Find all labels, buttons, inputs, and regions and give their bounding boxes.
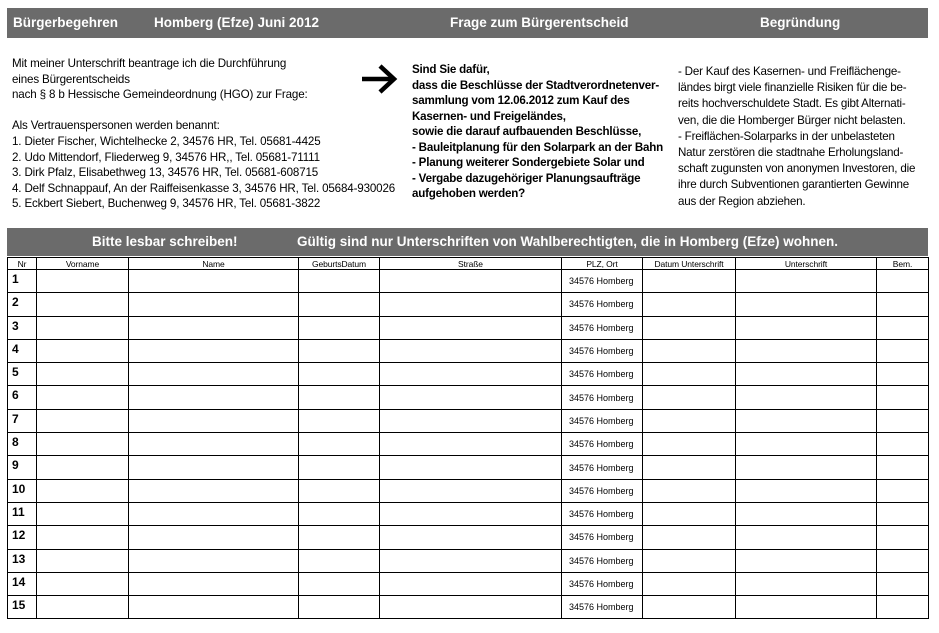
name-cell[interactable] bbox=[129, 270, 299, 293]
strasse-cell[interactable] bbox=[380, 316, 562, 339]
column-header-datum-unterschrift: Datum Unterschrift bbox=[643, 258, 736, 270]
vorname-cell[interactable] bbox=[37, 456, 129, 479]
bemerkung-cell[interactable] bbox=[877, 596, 929, 619]
geburtsdatum-cell[interactable] bbox=[299, 293, 380, 316]
unterschrift-cell[interactable] bbox=[736, 293, 877, 316]
unterschrift-cell[interactable] bbox=[736, 572, 877, 595]
datum-unterschrift-cell[interactable] bbox=[643, 433, 736, 456]
reason-line: - Der Kauf des Kasernen- und Freiflächenge- bbox=[678, 65, 901, 78]
unterschrift-cell[interactable] bbox=[736, 270, 877, 293]
bemerkung-cell[interactable] bbox=[877, 549, 929, 572]
strasse-cell[interactable] bbox=[380, 409, 562, 432]
plz-ort-cell: 34576 Homberg bbox=[562, 479, 643, 502]
intro-line: nach § 8 b Hessische Gemeindeordnung (HGO) zur Frage: bbox=[12, 88, 308, 102]
validity-note: Gültig sind nur Unterschriften von Wahlberechtigten, die in Homberg (Efze) wohnen. bbox=[297, 234, 839, 249]
datum-unterschrift-cell[interactable] bbox=[643, 596, 736, 619]
row-number: 11 bbox=[8, 502, 37, 525]
strasse-cell[interactable] bbox=[380, 596, 562, 619]
plz-ort-cell: 34576 Homberg bbox=[562, 572, 643, 595]
question-line: - Planung weiterer Sondergebiete Solar und bbox=[412, 156, 645, 169]
datum-unterschrift-cell[interactable] bbox=[643, 409, 736, 432]
geburtsdatum-cell[interactable] bbox=[299, 549, 380, 572]
unterschrift-cell[interactable] bbox=[736, 502, 877, 525]
question-line: aufgehoben werden? bbox=[412, 187, 525, 200]
table-row bbox=[8, 386, 929, 409]
datum-unterschrift-cell[interactable] bbox=[643, 502, 736, 525]
datum-unterschrift-cell[interactable] bbox=[643, 479, 736, 502]
unterschrift-cell[interactable] bbox=[736, 526, 877, 549]
bemerkung-cell[interactable] bbox=[877, 526, 929, 549]
geburtsdatum-cell[interactable] bbox=[299, 502, 380, 525]
table-row bbox=[8, 596, 929, 619]
header-place-date: Homberg (Efze) Juni 2012 bbox=[154, 15, 320, 30]
strasse-cell[interactable] bbox=[380, 339, 562, 362]
header-reason-title: Begründung bbox=[760, 15, 841, 30]
strasse-cell[interactable] bbox=[380, 479, 562, 502]
geburtsdatum-cell[interactable] bbox=[299, 433, 380, 456]
question-line: sowie die darauf aufbauenden Beschlüsse, bbox=[412, 125, 642, 138]
plz-ort-cell: 34576 Homberg bbox=[562, 363, 643, 386]
strasse-cell[interactable] bbox=[380, 386, 562, 409]
vorname-cell[interactable] bbox=[37, 409, 129, 432]
datum-unterschrift-cell[interactable] bbox=[643, 293, 736, 316]
reason-line: aus der Region abziehen. bbox=[678, 194, 806, 208]
vorname-cell[interactable] bbox=[37, 526, 129, 549]
unterschrift-cell[interactable] bbox=[736, 386, 877, 409]
question-line: Sind Sie dafür, bbox=[412, 63, 490, 76]
row-number: 8 bbox=[8, 433, 37, 456]
column-header-plz-ort: PLZ, Ort bbox=[562, 258, 643, 270]
datum-unterschrift-cell[interactable] bbox=[643, 526, 736, 549]
spacer bbox=[12, 103, 392, 119]
table-header-row bbox=[8, 258, 929, 270]
vorname-cell[interactable] bbox=[37, 339, 129, 362]
strasse-cell[interactable] bbox=[380, 572, 562, 595]
plz-ort-cell: 34576 Homberg bbox=[562, 456, 643, 479]
vorname-cell[interactable] bbox=[37, 549, 129, 572]
bemerkung-cell[interactable] bbox=[877, 270, 929, 293]
column-header-name: Name bbox=[129, 258, 299, 270]
table-row bbox=[8, 456, 929, 479]
geburtsdatum-cell[interactable] bbox=[299, 270, 380, 293]
table-row bbox=[8, 572, 929, 595]
name-cell[interactable] bbox=[129, 456, 299, 479]
vorname-cell[interactable] bbox=[37, 293, 129, 316]
unterschrift-cell[interactable] bbox=[736, 456, 877, 479]
name-cell[interactable] bbox=[129, 479, 299, 502]
plz-ort-cell: 34576 Homberg bbox=[562, 502, 643, 525]
column-header-bemerkung: Bem. bbox=[877, 258, 929, 270]
vorname-cell[interactable] bbox=[37, 433, 129, 456]
name-cell[interactable] bbox=[129, 316, 299, 339]
plz-ort-cell: 34576 Homberg bbox=[562, 293, 643, 316]
plz-ort-cell: 34576 Homberg bbox=[562, 526, 643, 549]
intro-text bbox=[12, 56, 396, 212]
strasse-cell[interactable] bbox=[380, 293, 562, 316]
trustees-heading: Als Vertrauenspersonen werden benannt: bbox=[12, 119, 220, 133]
datum-unterschrift-cell[interactable] bbox=[643, 572, 736, 595]
plz-ort-cell: 34576 Homberg bbox=[562, 596, 643, 619]
name-cell[interactable] bbox=[129, 363, 299, 386]
bemerkung-cell[interactable] bbox=[877, 339, 929, 362]
row-number: 14 bbox=[8, 572, 37, 595]
question-line: dass die Beschlüsse der Stadtverordnetenver- bbox=[412, 78, 660, 92]
geburtsdatum-cell[interactable] bbox=[299, 479, 380, 502]
header-title-buergerbegehren: Bürgerbegehren bbox=[13, 15, 119, 30]
table-row bbox=[8, 363, 929, 386]
reason-line: schaft zugunsten von anonymen Investoren, die bbox=[678, 162, 916, 176]
bemerkung-cell[interactable] bbox=[877, 479, 929, 502]
name-cell[interactable] bbox=[129, 572, 299, 595]
reason-line: ländes birgt viele finanzielle Risiken für die be- bbox=[678, 81, 907, 95]
name-cell[interactable] bbox=[129, 549, 299, 572]
table-row bbox=[8, 433, 929, 456]
trustee-item: 4. Delf Schnappauf, An der Raiffeisenkasse 3, 34576 HR, Tel. 05684-930026 bbox=[12, 181, 396, 195]
question-line: - Vergabe dazugehöriger Planungsaufträge bbox=[412, 171, 641, 185]
geburtsdatum-cell[interactable] bbox=[299, 526, 380, 549]
vorname-cell[interactable] bbox=[37, 363, 129, 386]
vorname-cell[interactable] bbox=[37, 270, 129, 293]
trustee-item: 2. Udo Mittendorf, Fliederweg 9, 34576 HR,, Tel. 05681-71111 bbox=[12, 150, 320, 164]
strasse-cell[interactable] bbox=[380, 433, 562, 456]
name-cell[interactable] bbox=[129, 502, 299, 525]
name-cell[interactable] bbox=[129, 293, 299, 316]
bemerkung-cell[interactable] bbox=[877, 502, 929, 525]
reason-text bbox=[678, 64, 923, 210]
column-header-nr: Nr bbox=[8, 258, 37, 270]
table-row bbox=[8, 293, 929, 316]
table-row bbox=[8, 549, 929, 572]
plz-ort-cell: 34576 Homberg bbox=[562, 433, 643, 456]
datum-unterschrift-cell[interactable] bbox=[643, 339, 736, 362]
geburtsdatum-cell[interactable] bbox=[299, 363, 380, 386]
reason-line: ihre durch Subventionen garantierten Gewinne bbox=[678, 178, 909, 192]
referendum-question bbox=[412, 62, 670, 202]
table-row bbox=[8, 270, 929, 293]
header-bar bbox=[7, 8, 928, 38]
unterschrift-cell[interactable] bbox=[736, 363, 877, 386]
plz-ort-cell: 34576 Homberg bbox=[562, 339, 643, 362]
datum-unterschrift-cell[interactable] bbox=[643, 316, 736, 339]
datum-unterschrift-cell[interactable] bbox=[643, 270, 736, 293]
row-number: 10 bbox=[8, 479, 37, 502]
row-number: 15 bbox=[8, 596, 37, 619]
bemerkung-cell[interactable] bbox=[877, 572, 929, 595]
unterschrift-cell[interactable] bbox=[736, 339, 877, 362]
trustee-item: 5. Eckbert Siebert, Buchenweg 9, 34576 HR, Tel. 05681-3822 bbox=[12, 197, 321, 211]
name-cell[interactable] bbox=[129, 386, 299, 409]
unterschrift-cell[interactable] bbox=[736, 433, 877, 456]
table-row bbox=[8, 316, 929, 339]
reason-line: ven, die die Homberger Bürger nicht belasten. bbox=[678, 113, 906, 127]
reason-line: Natur zerstören die stadtnahe Erholungsland- bbox=[678, 146, 904, 160]
bemerkung-cell[interactable] bbox=[877, 409, 929, 432]
unterschrift-cell[interactable] bbox=[736, 549, 877, 572]
vorname-cell[interactable] bbox=[37, 479, 129, 502]
row-number: 13 bbox=[8, 549, 37, 572]
vorname-cell[interactable] bbox=[37, 316, 129, 339]
reason-line: reits hochverschuldete Stadt. Es gibt Alternati- bbox=[678, 97, 906, 111]
trustee-item: 1. Dieter Fischer, Wichtelhecke 2, 34576 HR, Tel. 05681-4425 bbox=[12, 134, 321, 148]
row-number: 5 bbox=[8, 363, 37, 386]
signature-table bbox=[7, 257, 929, 619]
bemerkung-cell[interactable] bbox=[877, 386, 929, 409]
legibility-note: Bitte lesbar schreiben! bbox=[92, 234, 238, 249]
row-number: 4 bbox=[8, 339, 37, 362]
table-row bbox=[8, 339, 929, 362]
datum-unterschrift-cell[interactable] bbox=[643, 456, 736, 479]
unterschrift-cell[interactable] bbox=[736, 479, 877, 502]
header-question-title: Frage zum Bürgerentscheid bbox=[450, 15, 629, 30]
table-instruction-bar bbox=[7, 228, 928, 256]
strasse-cell[interactable] bbox=[380, 456, 562, 479]
table-row bbox=[8, 479, 929, 502]
bemerkung-cell[interactable] bbox=[877, 293, 929, 316]
right-arrow-icon bbox=[360, 62, 400, 96]
row-number: 1 bbox=[8, 270, 37, 293]
geburtsdatum-cell[interactable] bbox=[299, 386, 380, 409]
question-line: sammlung vom 12.06.2012 zum Kauf des bbox=[412, 94, 630, 107]
row-number: 12 bbox=[8, 526, 37, 549]
strasse-cell[interactable] bbox=[380, 549, 562, 572]
bemerkung-cell[interactable] bbox=[877, 316, 929, 339]
geburtsdatum-cell[interactable] bbox=[299, 456, 380, 479]
unterschrift-cell[interactable] bbox=[736, 596, 877, 619]
column-header-strasse: Straße bbox=[380, 258, 562, 270]
name-cell[interactable] bbox=[129, 526, 299, 549]
geburtsdatum-cell[interactable] bbox=[299, 316, 380, 339]
strasse-cell[interactable] bbox=[380, 270, 562, 293]
strasse-cell[interactable] bbox=[380, 363, 562, 386]
plz-ort-cell: 34576 Homberg bbox=[562, 409, 643, 432]
vorname-cell[interactable] bbox=[37, 572, 129, 595]
question-line: Kasernen- und Freigeländes, bbox=[412, 109, 566, 123]
datum-unterschrift-cell[interactable] bbox=[643, 549, 736, 572]
column-header-vorname: Vorname bbox=[37, 258, 129, 270]
intro-line: eines Bürgerentscheids bbox=[12, 72, 130, 86]
row-number: 9 bbox=[8, 456, 37, 479]
column-header-geburtsdatum: GeburtsDatum bbox=[299, 258, 380, 270]
table-row bbox=[8, 409, 929, 432]
question-line: - Bauleitplanung für den Solarpark an der Bahn bbox=[412, 140, 664, 154]
name-cell[interactable] bbox=[129, 433, 299, 456]
name-cell[interactable] bbox=[129, 409, 299, 432]
column-header-unterschrift: Unterschrift bbox=[736, 258, 877, 270]
plz-ort-cell: 34576 Homberg bbox=[562, 386, 643, 409]
geburtsdatum-cell[interactable] bbox=[299, 572, 380, 595]
name-cell[interactable] bbox=[129, 596, 299, 619]
geburtsdatum-cell[interactable] bbox=[299, 596, 380, 619]
row-number: 7 bbox=[8, 409, 37, 432]
row-number: 2 bbox=[8, 293, 37, 316]
row-number: 3 bbox=[8, 316, 37, 339]
unterschrift-cell[interactable] bbox=[736, 409, 877, 432]
reason-line: - Freiflächen-Solarparks in der unbelasteten bbox=[678, 129, 895, 143]
plz-ort-cell: 34576 Homberg bbox=[562, 270, 643, 293]
bemerkung-cell[interactable] bbox=[877, 363, 929, 386]
vorname-cell[interactable] bbox=[37, 596, 129, 619]
intro-line: Mit meiner Unterschrift beantrage ich die Durchführung bbox=[12, 57, 287, 70]
vorname-cell[interactable] bbox=[37, 502, 129, 525]
table-row bbox=[8, 502, 929, 525]
trustee-item: 3. Dirk Pfalz, Elisabethweg 13, 34576 HR, Tel. 05681-608715 bbox=[12, 166, 319, 180]
geburtsdatum-cell[interactable] bbox=[299, 409, 380, 432]
plz-ort-cell: 34576 Homberg bbox=[562, 549, 643, 572]
datum-unterschrift-cell[interactable] bbox=[643, 363, 736, 386]
datum-unterschrift-cell[interactable] bbox=[643, 386, 736, 409]
name-cell[interactable] bbox=[129, 339, 299, 362]
geburtsdatum-cell[interactable] bbox=[299, 339, 380, 362]
strasse-cell[interactable] bbox=[380, 502, 562, 525]
vorname-cell[interactable] bbox=[37, 386, 129, 409]
bemerkung-cell[interactable] bbox=[877, 456, 929, 479]
plz-ort-cell: 34576 Homberg bbox=[562, 316, 643, 339]
bemerkung-cell[interactable] bbox=[877, 433, 929, 456]
row-number: 6 bbox=[8, 386, 37, 409]
table-row bbox=[8, 526, 929, 549]
unterschrift-cell[interactable] bbox=[736, 316, 877, 339]
strasse-cell[interactable] bbox=[380, 526, 562, 549]
